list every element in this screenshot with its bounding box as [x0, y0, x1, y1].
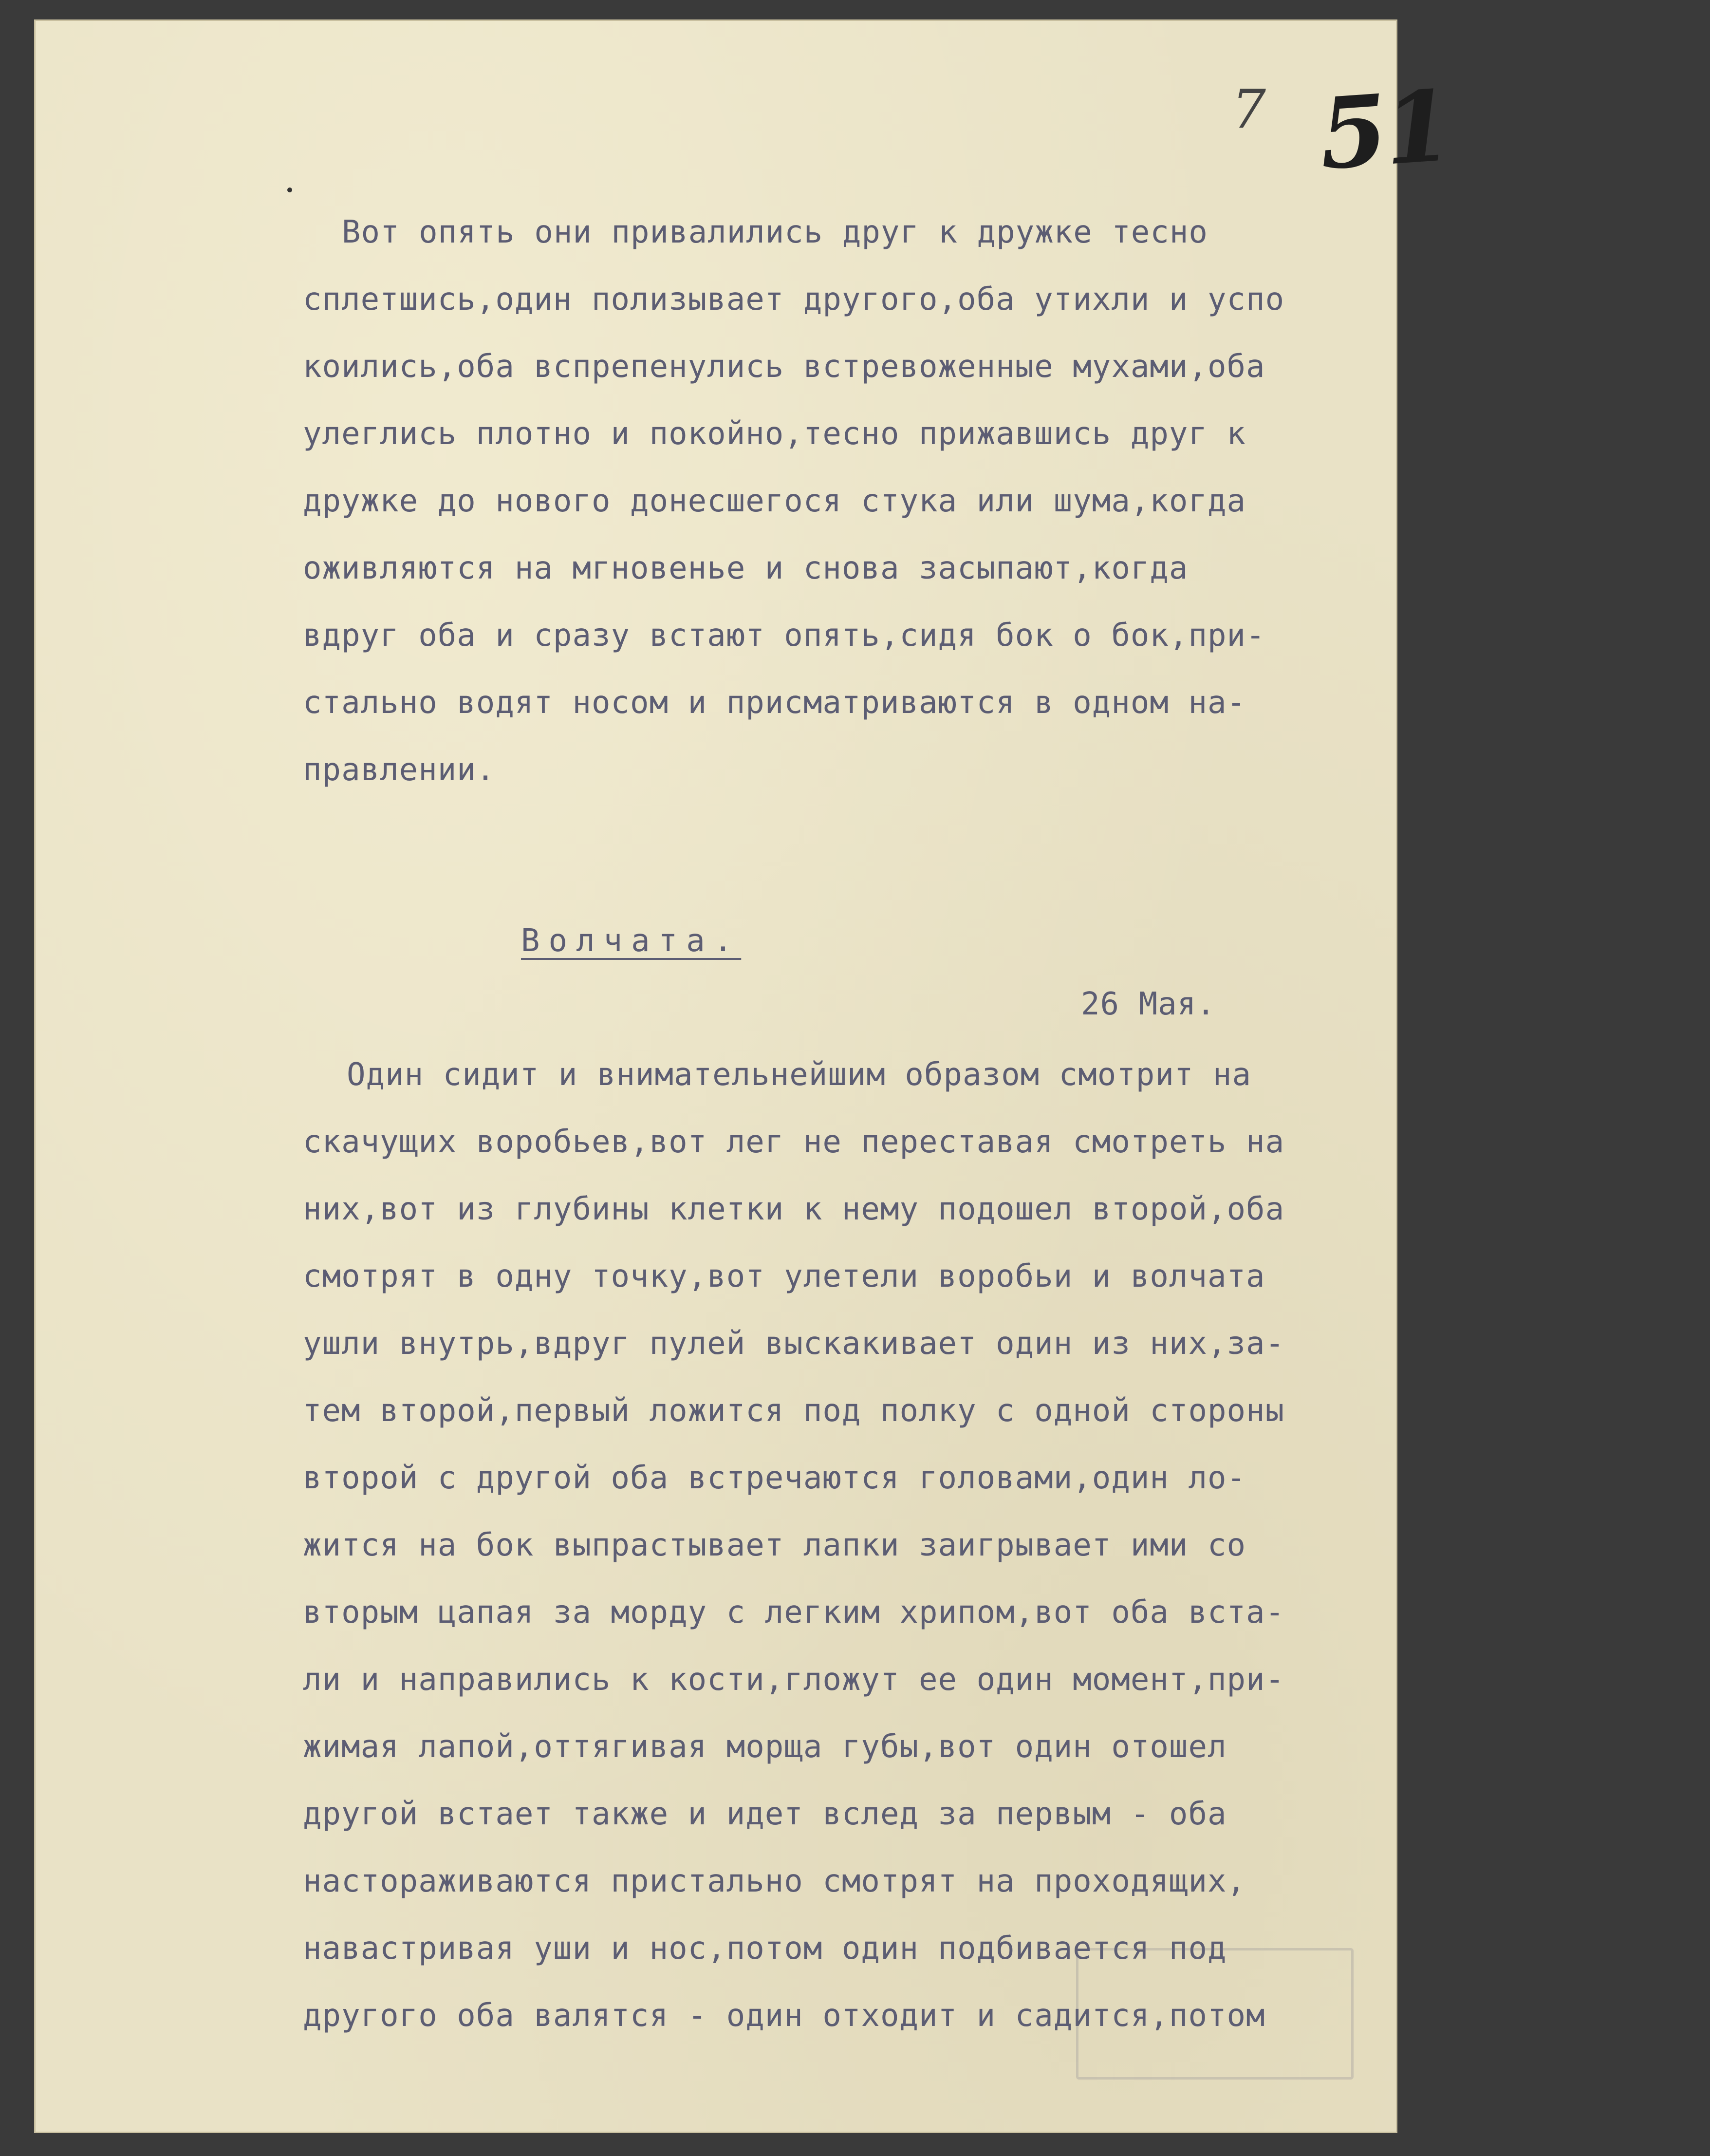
- p2-line-13: настораживаются пристально смотрят на проходящих,: [303, 1863, 1246, 1899]
- p2-line-9: вторым цапая за морду с легким хрипом,вот оба вста-: [303, 1594, 1285, 1631]
- section-heading: Волчата.: [521, 923, 742, 959]
- p2-line-10: ли и направились к кости,гложут ее один момент,при-: [303, 1662, 1285, 1698]
- p2-line-12: другой встает также и идет вслед за первым - оба: [303, 1796, 1227, 1832]
- p2-line-2: скачущих воробьев,вот лег не переставая смотреть на: [303, 1124, 1285, 1160]
- p2-line-3: них,вот из глубины клетки к нему подошел второй,оба: [303, 1191, 1285, 1227]
- p1-line-1: Вот опять они привалились друг к дружке тесно: [342, 214, 1208, 250]
- p1-line-7: вдруг оба и сразу встают опять,сидя бок о бок,при-: [303, 618, 1265, 654]
- p1-line-8: стально водят носом и присматриваются в одном на-: [303, 685, 1246, 721]
- faint-archive-stamp: [1076, 1948, 1354, 2080]
- p2-line-7: второй с другой оба встречаются головами,один ло-: [303, 1460, 1246, 1496]
- folio-number-large: 51: [1316, 68, 1453, 192]
- p2-line-11: жимая лапой,оттягивая морща губы,вот один отошел: [303, 1729, 1227, 1765]
- p1-line-2: сплетшись,один полизывает другого,оба утихли и успо: [303, 281, 1285, 318]
- p1-line-5: дружке до нового донесшегося стука или шума,когда: [303, 483, 1246, 519]
- p2-line-15: другого оба валятся - один отходит и садится,потом: [303, 1998, 1265, 2034]
- p2-line-14: навастривая уши и нос,потом один подбивается под: [303, 1931, 1227, 1967]
- p2-line-4: смотрят в одну точку,вот улетели воробьи и волчата: [303, 1258, 1265, 1294]
- p2-line-8: жится на бок выпрастывает лапки заигрывает ими со: [303, 1527, 1246, 1563]
- p2-line-6: тем второй,первый ложится под полку с одной стороны: [303, 1393, 1285, 1429]
- p1-line-3: коились,оба вспрепенулись встревоженные мухами,оба: [303, 349, 1265, 385]
- entry-date: 26 Мая.: [1081, 986, 1216, 1022]
- document-page: [34, 19, 1453, 2133]
- p1-line-4: улеглись плотно и покойно,тесно прижавшись друг к: [303, 416, 1246, 452]
- p2-line-1: Один сидит и внимательнейшим образом смотрит на: [347, 1057, 1251, 1093]
- ink-dot: [287, 187, 292, 192]
- folio-number-small: 7: [1232, 78, 1266, 140]
- p1-line-6: оживляются на мгновенье и снова засыпают,когда: [303, 550, 1189, 586]
- p1-line-9: правлении.: [303, 752, 496, 788]
- p2-line-5: ушли внутрь,вдруг пулей выскакивает один из них,за-: [303, 1326, 1285, 1362]
